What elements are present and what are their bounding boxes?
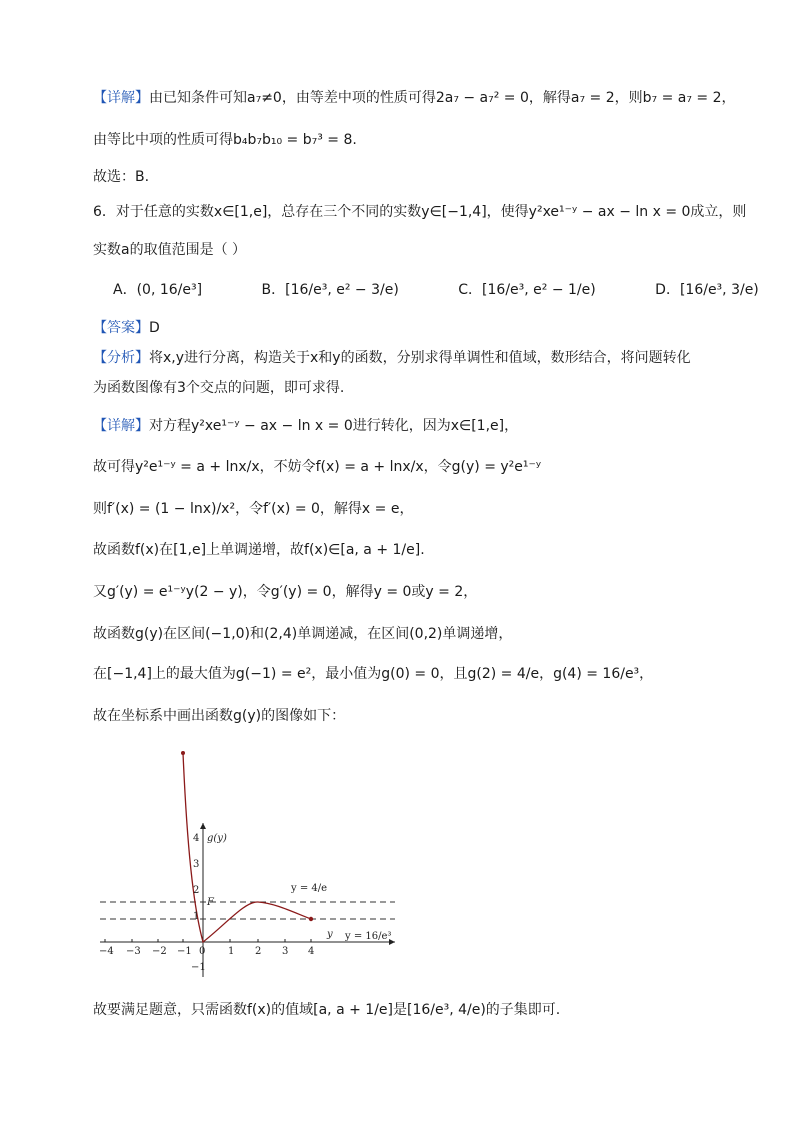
option-b: B．[16/e³, e² − 3/e)	[261, 282, 399, 298]
x-tick-label: 1	[228, 946, 235, 957]
option-d: D．[16/e³, 3/e)	[655, 282, 759, 298]
line-text: 6．对于任意的实数x∈[1,e]，总存在三个不同的实数y∈[−1,4]，使得y²xe¹⁻ʸ − ax − ln x = 0成立，则	[93, 204, 747, 220]
detail-line-6	[93, 624, 734, 644]
detail-tag: 【详解】	[93, 418, 149, 434]
y-tick-label: 1	[193, 911, 200, 922]
line-text: 由已知条件可知a₇≠0，由等差中项的性质可得2a₇ − a₇² = 0，解得a₇ = 2，则b₇ = a₇ = 2，	[149, 90, 736, 106]
text-line-1	[93, 88, 734, 108]
line-text: 又g′(y) = e¹⁻ʸy(2 − y)，令g′(y) = 0，解得y = 0或y = 2，	[93, 584, 478, 600]
detail-line-5	[93, 582, 734, 602]
line-text: 实数a的取值范围是（ ）	[93, 242, 247, 258]
x-tick-label: −3	[126, 946, 141, 957]
line-text: 对方程y²xe¹⁻ʸ − ax − ln x = 0进行转化，因为x∈[1,e]，	[149, 418, 519, 434]
line-text: 故选：B.	[93, 169, 150, 185]
line-text: 则f′(x) = (1 − lnx)/x²，令f′(x) = 0，解得x = e，	[93, 501, 414, 517]
x-tick-label: 4	[308, 946, 315, 957]
question-stem	[93, 202, 747, 222]
conclusion-line	[93, 1000, 734, 1020]
answer-line	[93, 318, 734, 338]
function-graph	[95, 745, 405, 980]
y-tick-label: 2	[193, 885, 200, 896]
line-text: 将x,y进行分离，构造关于x和y的函数，分别求得单调性和值域，数形结合，将问题转化	[149, 350, 691, 366]
text-line-2	[93, 130, 734, 150]
analysis-tag: 【分析】	[93, 350, 149, 366]
text-line-3	[93, 167, 734, 187]
x-axis-label: y	[327, 929, 333, 940]
detail-line-4	[93, 540, 734, 560]
curve-g	[183, 753, 311, 942]
curve-end-point	[309, 917, 313, 921]
detail-line-7	[93, 664, 734, 684]
x-tick-label: 2	[255, 946, 262, 957]
curve-start-point	[181, 751, 185, 755]
x-tick-label: −1	[177, 946, 192, 957]
line-text: 故在坐标系中画出函数g(y)的图像如下：	[93, 708, 346, 724]
upper-line-label: y = 4/e	[291, 883, 328, 894]
line-text: 由等比中项的性质可得b₄b₇b₁₀ = b₇³ = 8.	[93, 132, 357, 148]
lower-line-label: y = 16/e³	[345, 931, 392, 942]
y-tick-label: 4	[193, 833, 200, 844]
options-row	[113, 280, 759, 300]
option-a: A．(0, 16/e³]	[113, 282, 203, 298]
line-text: 故函数f(x)在[1,e]上单调递增，故f(x)∈[a, a + 1/e].	[93, 542, 425, 558]
answer-tag: 【答案】	[93, 320, 149, 336]
detail-line-3	[93, 499, 734, 519]
line-text: 故函数g(y)在区间(−1,0)和(2,4)单调递减，在区间(0,2)单调递增，	[93, 626, 513, 642]
analysis-line	[93, 348, 734, 368]
line-text: 故要满足题意，只需函数f(x)的值域[a, a + 1/e]是[16/e³, 4/e)的子集即可.	[93, 1002, 561, 1018]
line-text: 故可得y²e¹⁻ʸ = a + lnx/x，不妨令f(x) = a + lnx/x，令g(y) = y²e¹⁻ʸ	[93, 459, 542, 475]
section-tag: 【详解】	[93, 90, 149, 106]
x-tick-label: −2	[152, 946, 167, 957]
option-c: C．[16/e³, e² − 1/e)	[458, 282, 596, 298]
y-axis-arrow	[200, 823, 206, 829]
y-tick-label: −1	[191, 962, 206, 973]
line-text: 为函数图像有3个交点的问题，即可求得.	[93, 380, 345, 396]
point-f-label: F	[207, 897, 214, 908]
answer-value: D	[149, 320, 160, 336]
y-tick-label: 3	[193, 859, 200, 870]
detail-line-1	[93, 416, 734, 436]
detail-line-2	[93, 457, 734, 477]
x-tick-label: −4	[99, 946, 114, 957]
x-tick-label: 3	[282, 946, 289, 957]
x-tick-label: 0	[199, 946, 206, 957]
detail-line-8	[93, 706, 734, 726]
line-text: 在[−1,4]上的最大值为g(−1) = e²，最小值为g(0) = 0，且g(2) = 4/e，g(4) = 16/e³，	[93, 666, 654, 682]
analysis-line-2	[93, 378, 734, 398]
y-axis-label: g(y)	[207, 833, 227, 844]
question-stem-2	[93, 240, 734, 260]
